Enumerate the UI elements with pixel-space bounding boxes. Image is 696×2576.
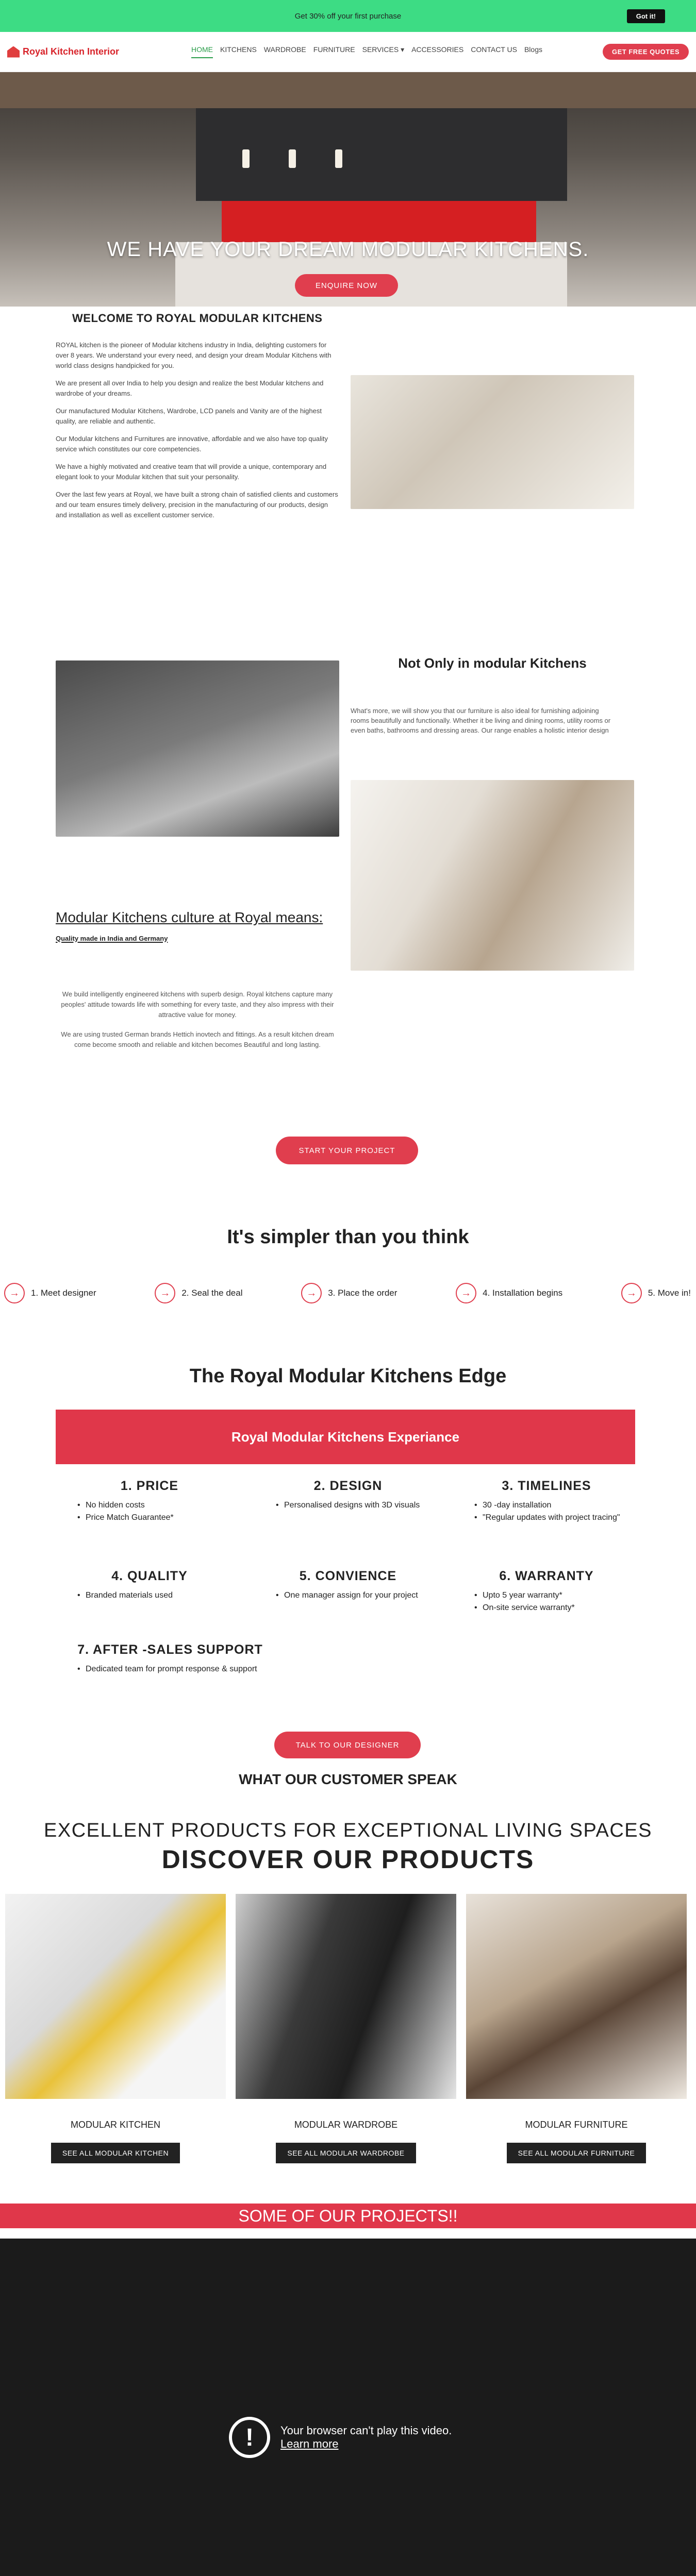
wardrobe-image bbox=[351, 780, 634, 971]
steps-row bbox=[0, 1283, 696, 1303]
culture-paragraph: We build intelligently engineered kitchens with superb design. Royal kitchens capture many peoples' attitude towards life with something for every taste, and they also impress with their attractive value for money. bbox=[61, 990, 334, 1019]
product-image bbox=[466, 1894, 687, 2099]
nav-contact[interactable]: CONTACT US bbox=[471, 45, 517, 54]
step-item bbox=[456, 1283, 562, 1303]
product-image bbox=[5, 1894, 226, 2099]
step-label: 5. Move in! bbox=[648, 1288, 691, 1298]
notonly-title: Not Only in modular Kitchens bbox=[398, 655, 587, 671]
arrow-right-icon: → bbox=[4, 1283, 25, 1303]
products-title: DISCOVER OUR PRODUCTS bbox=[161, 1845, 535, 1874]
culture-subtitle: Quality made in India and Germany bbox=[56, 935, 168, 942]
edge-heading: 7. AFTER -SALES SUPPORT bbox=[77, 1642, 263, 1657]
house-icon bbox=[7, 46, 20, 58]
step-label: 4. Installation begins bbox=[483, 1288, 563, 1298]
free-quotes-button[interactable]: GET FREE QUOTES bbox=[603, 44, 689, 60]
hero-backsplash bbox=[222, 201, 536, 242]
welcome-paragraph: Our manufactured Modular Kitchens, Wardrobe, LCD panels and Vanity are of the highest quality, are reliable and authentic. bbox=[56, 407, 322, 425]
welcome-title: WELCOME TO ROYAL MODULAR KITCHENS bbox=[72, 312, 323, 325]
product-card-kitchen bbox=[5, 1894, 226, 2163]
culture-title bbox=[56, 908, 344, 948]
hero-banner bbox=[0, 72, 696, 307]
edge-banner: Royal Modular Kitchens Experiance bbox=[56, 1410, 635, 1464]
dining-room-image bbox=[351, 375, 634, 509]
see-all-furniture-button[interactable]: SEE ALL MODULAR FURNITURE bbox=[507, 2143, 647, 2163]
nav-services[interactable] bbox=[362, 45, 404, 58]
edge-item-warranty bbox=[459, 1569, 634, 1616]
hero-cabinets bbox=[196, 108, 567, 201]
edge-item-design bbox=[260, 1479, 436, 1513]
arrow-right-icon: → bbox=[456, 1283, 476, 1303]
notonly-text: What's more, we will show you that our furniture is also ideal for furnishing adjoining rooms beautifully and functionally. Whether it be living and dining rooms, utility rooms or even baths, bathrooms and dressing areas. Our range enables a holistic interior design bbox=[351, 707, 611, 734]
edge-heading: 2. DESIGN bbox=[313, 1479, 383, 1493]
step-item bbox=[4, 1283, 96, 1303]
main-nav bbox=[131, 45, 603, 58]
pendant-light bbox=[335, 149, 342, 168]
testimonials-title: WHAT OUR CUSTOMER SPEAK bbox=[239, 1771, 457, 1787]
nav-accessories[interactable]: ACCESSORIES bbox=[411, 45, 464, 54]
video-error bbox=[229, 2417, 452, 2458]
edge-item-price bbox=[62, 1479, 237, 1526]
site-header bbox=[0, 32, 696, 72]
nav-kitchens[interactable]: KITCHENS bbox=[220, 45, 257, 54]
nav-home[interactable]: HOME bbox=[191, 45, 213, 58]
nav-wardrobe[interactable]: WARDROBE bbox=[263, 45, 306, 54]
edge-point: • Dedicated team for prompt response & support bbox=[77, 1665, 278, 1674]
edge-heading: 3. TIMELINES bbox=[502, 1479, 591, 1493]
culture-text bbox=[56, 989, 339, 1059]
edge-point: • No hidden costs bbox=[77, 1501, 237, 1510]
culture-paragraph: We are using trusted German brands Hettich inovtech and fittings. As a result kitchen dream come become smooth and reliable and kitchen becomes Beautiful and long lasting. bbox=[61, 1030, 334, 1048]
promo-dismiss-button[interactable]: Got it! bbox=[627, 9, 665, 23]
step-item bbox=[155, 1283, 242, 1303]
product-name: MODULAR WARDROBE bbox=[294, 2120, 398, 2130]
welcome-paragraph: ROYAL kitchen is the pioneer of Modular kitchens industry in India, delighting customers for over 8 years. We understand your every need, and design your dream Modular Kitchens with world class designs handpicked for you. bbox=[56, 341, 332, 369]
edge-item-support bbox=[62, 1642, 278, 1677]
nav-services-label: SERVICES bbox=[362, 45, 399, 54]
edge-item-convience bbox=[260, 1569, 436, 1603]
chevron-down-icon: ▾ bbox=[401, 45, 405, 54]
enquire-now-button[interactable]: ENQUIRE NOW bbox=[295, 274, 398, 297]
promo-bar bbox=[0, 0, 696, 32]
step-item bbox=[301, 1283, 397, 1303]
learn-more-link[interactable]: Learn more bbox=[280, 2437, 339, 2450]
edge-heading: 4. QUALITY bbox=[111, 1569, 188, 1583]
see-all-kitchen-button[interactable]: SEE ALL MODULAR KITCHEN bbox=[51, 2143, 180, 2163]
welcome-paragraph: Over the last few years at Royal, we have built a strong chain of satisfied clients and customers and our team ensures timely delivery, precision in the manufacturing of our products, design and installation as well as excellent customer service. bbox=[56, 490, 338, 519]
welcome-text bbox=[56, 340, 339, 528]
edge-item-quality bbox=[62, 1569, 237, 1603]
hero-title: WE HAVE YOUR DREAM MODULAR KITCHENS. bbox=[107, 238, 589, 261]
video-player[interactable] bbox=[0, 2239, 696, 2576]
edge-point: • Upto 5 year warranty* bbox=[474, 1591, 634, 1600]
promo-text: Get 30% off your first purchase bbox=[294, 11, 402, 21]
pendant-light bbox=[242, 149, 250, 168]
logo[interactable] bbox=[7, 46, 131, 58]
arrow-right-icon: → bbox=[301, 1283, 322, 1303]
edge-item-timelines bbox=[459, 1479, 634, 1526]
projects-banner: SOME OF OUR PROJECTS!! bbox=[0, 2204, 696, 2228]
pendant-light bbox=[289, 149, 296, 168]
product-image bbox=[236, 1894, 456, 2099]
edge-point: • Price Match Guarantee* bbox=[77, 1513, 237, 1522]
edge-title: The Royal Modular Kitchens Edge bbox=[189, 1365, 507, 1387]
arrow-right-icon: → bbox=[621, 1283, 642, 1303]
edge-point: • 30 -day installation bbox=[474, 1501, 634, 1510]
nav-blogs[interactable]: Blogs bbox=[524, 45, 542, 54]
edge-heading: 6. WARRANTY bbox=[499, 1569, 594, 1583]
edge-heading: 1. PRICE bbox=[120, 1479, 179, 1493]
edge-point: • Personalised designs with 3D visuals bbox=[276, 1501, 436, 1510]
step-label: 3. Place the order bbox=[328, 1288, 397, 1298]
welcome-paragraph: Our Modular kitchens and Furnitures are innovative, affordable and we also have top quality service which constitutes our core competencies. bbox=[56, 435, 328, 453]
product-card-wardrobe bbox=[236, 1894, 456, 2163]
culture-heading: Modular Kitchens culture at Royal means: bbox=[56, 909, 323, 925]
welcome-paragraph: We are present all over India to help you design and realize the best Modular kitchens and wardrobe of your dreams. bbox=[56, 379, 324, 397]
nav-furniture[interactable]: FURNITURE bbox=[313, 45, 355, 54]
start-project-button[interactable]: START YOUR PROJECT bbox=[276, 1137, 418, 1164]
edge-point: • One manager assign for your project bbox=[276, 1591, 436, 1600]
warning-icon: ! bbox=[229, 2417, 270, 2458]
edge-point: • "Regular updates with project tracing" bbox=[474, 1513, 634, 1522]
products-tagline: EXCELLENT PRODUCTS FOR EXCEPTIONAL LIVING SPACES bbox=[44, 1820, 652, 1841]
logo-text: Royal Kitchen Interior bbox=[23, 46, 120, 57]
product-name: MODULAR KITCHEN bbox=[70, 2120, 160, 2130]
kitchen-image bbox=[56, 660, 339, 837]
hero-ceiling bbox=[0, 72, 696, 108]
see-all-wardrobe-button[interactable]: SEE ALL MODULAR WARDROBE bbox=[276, 2143, 416, 2163]
simpler-title: It's simpler than you think bbox=[227, 1226, 469, 1248]
product-name: MODULAR FURNITURE bbox=[525, 2120, 628, 2130]
edge-point: • On-site service warranty* bbox=[474, 1603, 634, 1613]
arrow-right-icon: → bbox=[155, 1283, 175, 1303]
welcome-paragraph: We have a highly motivated and creative team that will provide a unique, contemporary and elegant look to your Modular kitchen that suit your personality. bbox=[56, 463, 327, 481]
talk-designer-button[interactable]: TALK TO OUR DESIGNER bbox=[274, 1732, 421, 1758]
step-label: 1. Meet designer bbox=[31, 1288, 96, 1298]
step-item bbox=[621, 1283, 691, 1303]
video-error-text: Your browser can't play this video. bbox=[280, 2424, 452, 2437]
edge-point: • Branded materials used bbox=[77, 1591, 237, 1600]
edge-heading: 5. CONVIENCE bbox=[299, 1569, 397, 1583]
product-card-furniture bbox=[466, 1894, 687, 2163]
step-label: 2. Seal the deal bbox=[181, 1288, 243, 1298]
